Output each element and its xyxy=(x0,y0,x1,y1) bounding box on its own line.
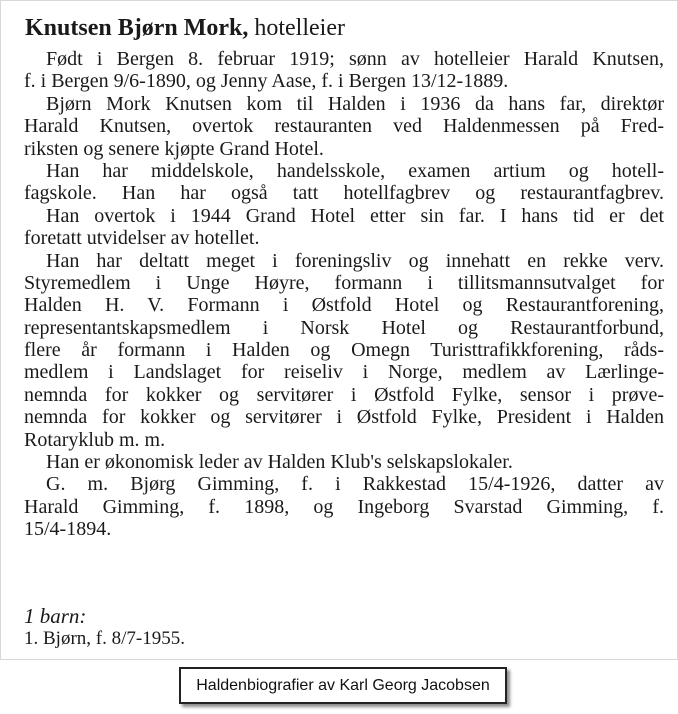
source-caption xyxy=(179,667,507,704)
text-line: Rotaryklub m. m. xyxy=(24,428,166,451)
person-name: Knutsen Bjørn Mork, xyxy=(25,15,249,41)
children-section xyxy=(24,604,185,650)
person-occupation: hotelleier xyxy=(248,15,345,41)
text-line: Født i Bergen 8. februar 1919; sønn av hotelleier Harald Knutsen, xyxy=(46,48,664,70)
text-line: fagskole. Han har også tatt hotellfagbrev og restaurantfagbrev. xyxy=(24,182,664,205)
child-item: 1. Bjørn, f. 8/7-1955. xyxy=(24,628,185,649)
text-line: G. m. Bjørg Gimming, f. i Rakkestad 15/4-1926, datter av xyxy=(46,473,664,496)
text-line: Halden H. V. Formann i Østfold Hotel og Restaurantforening, xyxy=(24,294,664,317)
entry-heading xyxy=(25,11,345,45)
text-line: Han har middelskole, handelsskole, examen artium og hotell- xyxy=(46,159,664,182)
text-line: f. i Bergen 9/6-1890, og Jenny Aase, f. i Bergen 13/12-1889. xyxy=(24,70,509,93)
text-line: 15/4-1894. xyxy=(24,518,112,541)
text-line: nemnda for kokker og servitører i Østfold Fylke, President i Halden xyxy=(24,406,664,429)
text-line: Han har deltatt meget i foreningsliv og innehatt en rekke verv. xyxy=(46,249,664,272)
caption-text: Haldenbiografier av Karl Georg Jacobsen xyxy=(196,676,490,694)
text-line: medlem i Landslaget for reiseliv i Norge, medlem av Lærlinge- xyxy=(24,361,664,384)
children-heading: 1 barn: xyxy=(24,604,87,628)
text-line: nemnda for kokker og servitører i Østfold Fylke, sensor i prøve- xyxy=(24,383,664,406)
text-line: riksten og senere kjøpte Grand Hotel. xyxy=(24,137,324,160)
text-line: representantskapsmedlem i Norsk Hotel og Restaurantforbund, xyxy=(24,316,664,339)
text-line: Bjørn Mork Knutsen kom til Halden i 1936 da hans far, direktør xyxy=(46,92,664,115)
text-line: foretatt utvidelser av hotellet. xyxy=(24,227,260,250)
text-line: Han er økonomisk leder av Halden Klub's selskapslokaler. xyxy=(46,451,513,474)
biography-text xyxy=(24,48,664,541)
text-line: Harald Gimming, f. 1898, og Ingeborg Svarstad Gimming, f. xyxy=(24,495,664,518)
text-line: flere år formann i Halden og Omegn Turisttrafikkforening, råds- xyxy=(24,339,664,362)
text-line: Han overtok i 1944 Grand Hotel etter sin far. I hans tid er det xyxy=(46,204,664,227)
text-line: Harald Knutsen, overtok restauranten ved Haldenmessen på Fred- xyxy=(24,115,664,138)
text-line: Styremedlem i Unge Høyre, formann i tillitsmannsutvalget for xyxy=(24,271,664,294)
